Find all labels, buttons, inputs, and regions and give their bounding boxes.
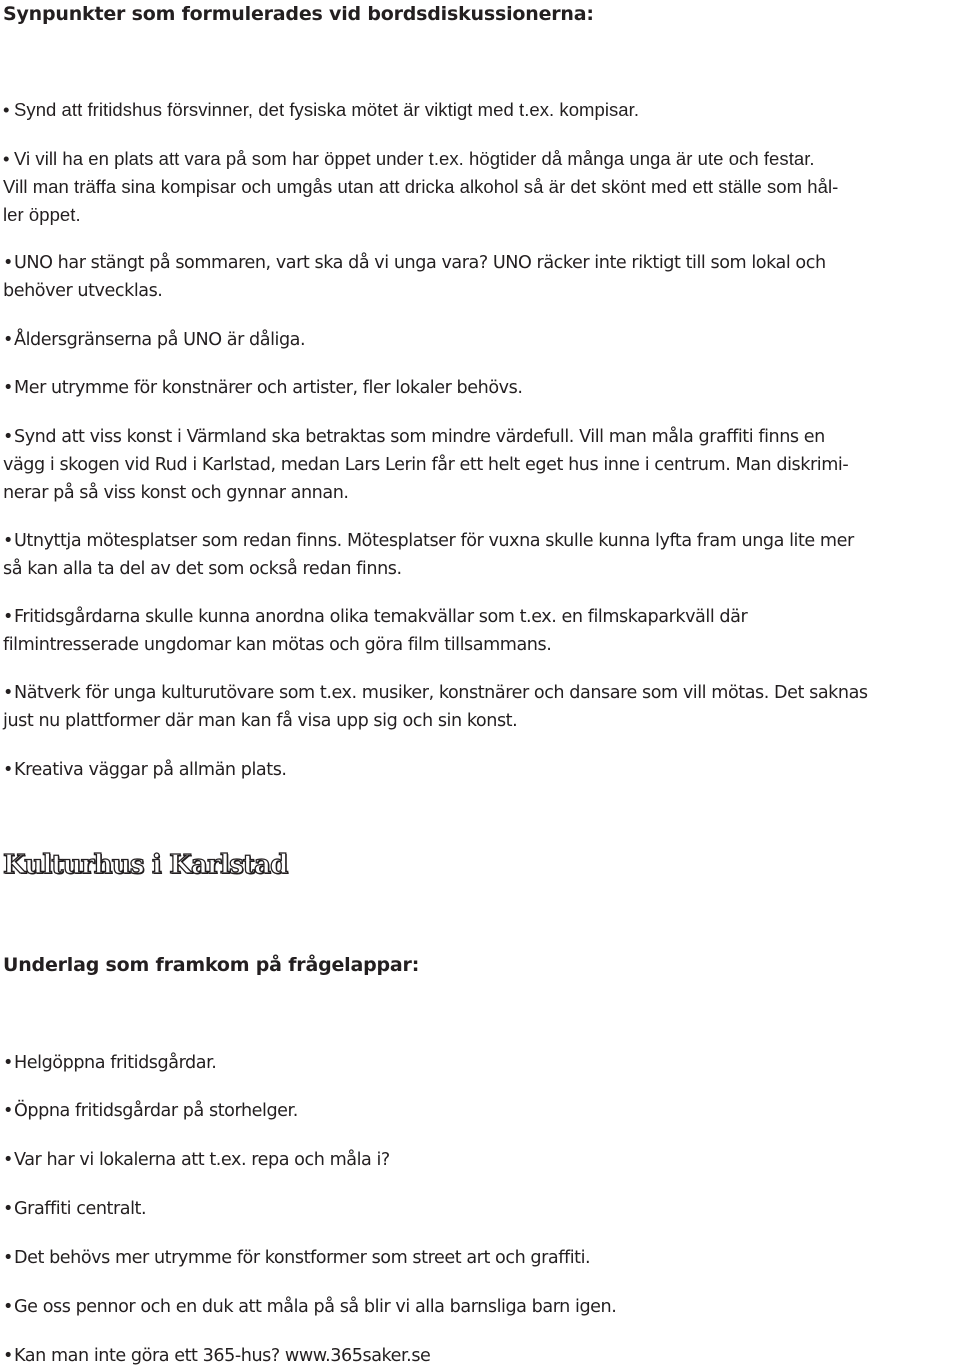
list-item-text: Utnyttja mötesplatser som redan finns. Mötesplatser för vuxna skulle kunna lyfta fram unga lite mer (14, 531, 854, 551)
list-item-text: Kan man inte göra ett 365-hus? www.365saker.se (14, 1346, 431, 1366)
bullet: • (3, 99, 10, 120)
bullet: • (3, 330, 13, 350)
bullet: • (3, 1150, 13, 1170)
list-item (3, 679, 958, 735)
list-item-text: ler öppet. (3, 204, 81, 225)
list-item (3, 1146, 958, 1174)
list-item-text: Kreativa väggar på allmän plats. (14, 760, 287, 780)
bullet: • (3, 1101, 13, 1121)
list-item (3, 423, 958, 507)
list-item-text: behöver utvecklas. (3, 281, 163, 301)
list-item (3, 1049, 958, 1077)
list-item-text: nerar på så viss konst och gynnar annan. (3, 483, 349, 503)
list-item (3, 96, 958, 124)
list-item (3, 1342, 958, 1370)
list-item (3, 1293, 958, 1321)
list-item-text: Mer utrymme för konstnärer och artister, fler lokaler behövs. (14, 378, 523, 398)
list-item-text: Vi vill ha en plats att vara på som har öppet under t.ex. högtider då många unga är ute och festar. (14, 148, 815, 169)
bullet: • (3, 148, 10, 169)
list-item (3, 756, 958, 784)
bullet: • (3, 427, 13, 447)
list-item-text: Var har vi lokalerna att t.ex. repa och måla i? (14, 1150, 390, 1170)
heading-question-notes: Underlag som framkom på frågelappar: (3, 954, 420, 976)
list-item-text: Det behövs mer utrymme för konstformer som street art och graffiti. (14, 1248, 591, 1268)
list-item-text: Nätverk för unga kulturutövare som t.ex. musiker, konstnärer och dansare som vill mötas. Det saknas (14, 683, 868, 703)
list-item (3, 1195, 958, 1223)
bullet: • (3, 683, 13, 703)
bullet: • (3, 253, 13, 273)
list-item (3, 145, 958, 229)
list-item-text: Helgöppna fritidsgårdar. (14, 1053, 217, 1073)
bullet: • (3, 1248, 13, 1268)
list-item-text: vägg i skogen vid Rud i Karlstad, medan Lars Lerin får ett helt eget hus inne i centrum. Man diskrimi- (3, 455, 849, 475)
list-item-text: filmintresserade ungdomar kan mötas och göra film tillsammans. (3, 635, 552, 655)
list-item (3, 527, 958, 583)
list-item (3, 1244, 958, 1272)
list-item-text: Vill man träffa sina kompisar och umgås utan att dricka alkohol så är det skönt med ett ställe som hål- (3, 176, 839, 197)
heading-discussion-points: Synpunkter som formulerades vid bordsdiskussionerna: (3, 3, 594, 25)
list-item (3, 326, 958, 354)
list-item-text: Synd att fritidshus försvinner, det fysiska mötet är viktigt med t.ex. kompisar. (14, 99, 640, 120)
bullet: • (3, 1053, 13, 1073)
list-item-text: UNO har stängt på sommaren, vart ska då vi unga vara? UNO räcker inte riktigt till som lokal och (14, 253, 826, 273)
list-item-text: Öppna fritidsgårdar på storhelger. (14, 1101, 298, 1121)
list-item (3, 374, 958, 402)
bullet: • (3, 760, 13, 780)
bullet: • (3, 531, 13, 551)
list-item-text: Synd att viss konst i Värmland ska betraktas som mindre värdefull. Vill man måla graffiti finns en (14, 427, 825, 447)
list-item-text: just nu plattformer där man kan få visa upp sig och sin konst. (3, 711, 518, 731)
bullet: • (3, 1297, 13, 1317)
bullet: • (3, 1346, 13, 1366)
list-item (3, 1097, 958, 1125)
bullet: • (3, 1199, 13, 1219)
list-item-text: Fritidsgårdarna skulle kunna anordna olika temakvällar som t.ex. en filmskaparkväll där (14, 607, 748, 627)
list-item-text: Ge oss pennor och en duk att måla på så blir vi alla barnsliga barn igen. (14, 1297, 617, 1317)
bullet: • (3, 378, 13, 398)
list-item-text: Graffiti centralt. (14, 1199, 147, 1219)
section-title-kulturhus: Kulturhus i Karlstad (3, 850, 288, 880)
bullet: • (3, 607, 13, 627)
list-item (3, 603, 958, 659)
list-item (3, 249, 958, 305)
list-item-text: så kan alla ta del av det som också redan finns. (3, 559, 402, 579)
list-item-text: Åldersgränserna på UNO är dåliga. (14, 330, 306, 350)
